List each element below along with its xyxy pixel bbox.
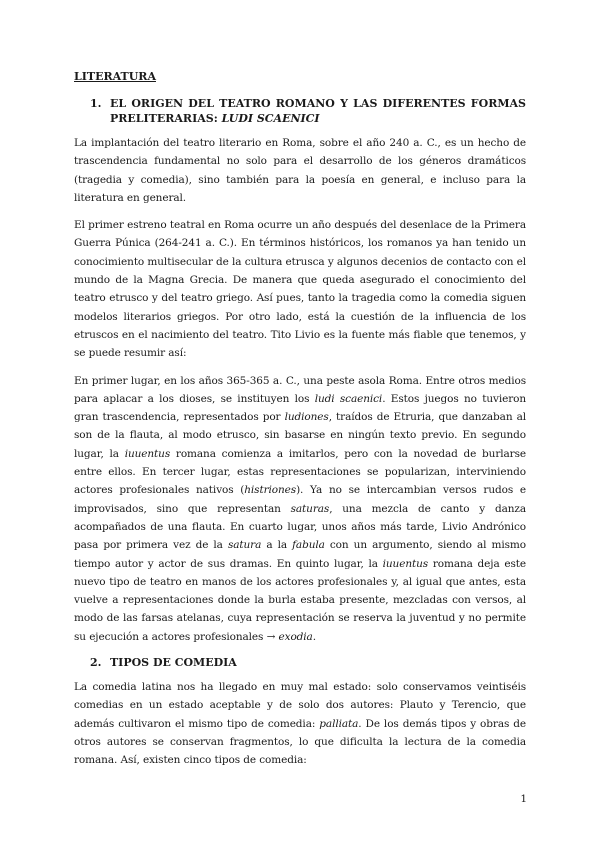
- text-run: El primer estreno teatral en Roma ocurre un año después del desenlace de la Primera Guerra Púnica (264-241 a. C.). En términos históricos, los romanos ya han tenido un conocimiento multisecular de la cultura etrusca y algunos decenios de contacto con el mundo de la Magna Grecia. De manera que queda asegurado el conocimiento del teatro etrusco y del teatro griego. Así pues, tanto la tragedia como la comedia siguen modelos literarios griegos. Por otro lado, está la cuestión de la influencia de los etruscos en el nacimiento del teatro. Tito Livio es la fuente más fiable que tenemos, y se puede resumir así:: [74, 219, 526, 360]
- text-run: con un argumento, siendo al mismo tiempo autor y actor de sus dramas. En quinto lugar, la: [74, 539, 526, 570]
- page-number: 1: [520, 793, 527, 805]
- italic-term: iuuentus: [382, 557, 429, 570]
- section-heading-text: [110, 96, 526, 126]
- italic-term: satura: [227, 539, 262, 552]
- sections-container: [74, 96, 526, 770]
- text-run: La comedia latina nos ha llegado en muy mal estado: solo conservamos veintiséis comedias en un estado aceptable y de solo dos autores: Plauto y Terencio, que además cultivaron el mismo tipo de comedia:: [74, 681, 526, 730]
- body-paragraph: [74, 134, 526, 207]
- italic-term: saturas: [290, 502, 330, 515]
- text-run: . De los demás tipos y obras de otros autores se conservan fragmentos, lo que dificulta la lectura de la comedia romana. Así, existen cinco tipos de comedia:: [74, 717, 526, 767]
- italic-term: histriones: [244, 484, 297, 497]
- text-run: La implantación del teatro literario en Roma, sobre el año 240 a. C., es un hecho de trascendencia fundamental no solo para el desarrollo de los géneros dramáticos (tragedia y comedia), sino también para la poesía en general, e incluso para la literatura en general.: [74, 137, 526, 204]
- text-run: ). Ya no se intercambian versos rudos e improvisados, sino que representan: [74, 484, 526, 515]
- section-heading-plain: TIPOS DE COMEDIA: [110, 656, 237, 670]
- section-heading-italic: LUDI SCAENICI: [221, 112, 320, 125]
- section-heading: [74, 96, 526, 126]
- text-run: , traídos de Etruria, que danzaban al son de la flauta, al modo etrusco, sin basarse en ningún texto previo. En segundo lugar, la: [74, 411, 527, 460]
- text-run: . Estos juegos no tuvieron gran trascendencia, representados por: [74, 392, 526, 424]
- body-paragraph: [74, 216, 526, 362]
- document-title: LITERATURA: [74, 70, 156, 83]
- text-run: a la: [261, 539, 293, 552]
- text-run: .: [312, 630, 316, 643]
- section-heading: [74, 655, 526, 670]
- italic-term: palliata: [319, 717, 359, 730]
- section-number: 2.: [90, 656, 102, 670]
- section-heading-plain: EL ORIGEN DEL TEATRO ROMANO Y LAS DIFERENTES FORMAS PRELITERARIAS:: [110, 97, 526, 125]
- text-run: , una mezcla de canto y danza acompañados de una flauta. En cuarto lugar, unos años más tarde, Livio Andrónico pasa por primera vez de la: [74, 502, 526, 552]
- body-paragraph: [74, 678, 526, 769]
- italic-term: ludiones: [284, 411, 329, 424]
- section-number: 1.: [90, 97, 102, 110]
- text-run: En primer lugar, en los años 365-365 a. C., una peste asola Roma. Entre otros medios para aplacar a los dioses, se instituyen los: [74, 374, 526, 405]
- italic-term: ludi scaenici: [314, 392, 383, 405]
- text-run: romana comienza a imitarlos, pero con la novedad de burlarse entre ellos. En tercer lugar, estas representaciones se popularizan, interviniendo actores profesionales nativos (: [74, 447, 526, 497]
- italic-term: iuuentus: [124, 447, 171, 460]
- section-heading-text: [110, 655, 526, 670]
- italic-term: exodia: [278, 630, 313, 643]
- body-paragraph: [74, 372, 526, 646]
- italic-term: fabula: [292, 539, 325, 552]
- text-run: romana deja este nuevo tipo de teatro en manos de los actores profesionales y, al igual que antes, esta vuelve a representaciones donde la burla estaba presente, mezcladas con versos, al modo de las farsas atelanas, cuya representación se reserva la juventud y no permite su ejecución a actores profesionales →: [74, 557, 526, 643]
- document-page: [74, 70, 526, 779]
